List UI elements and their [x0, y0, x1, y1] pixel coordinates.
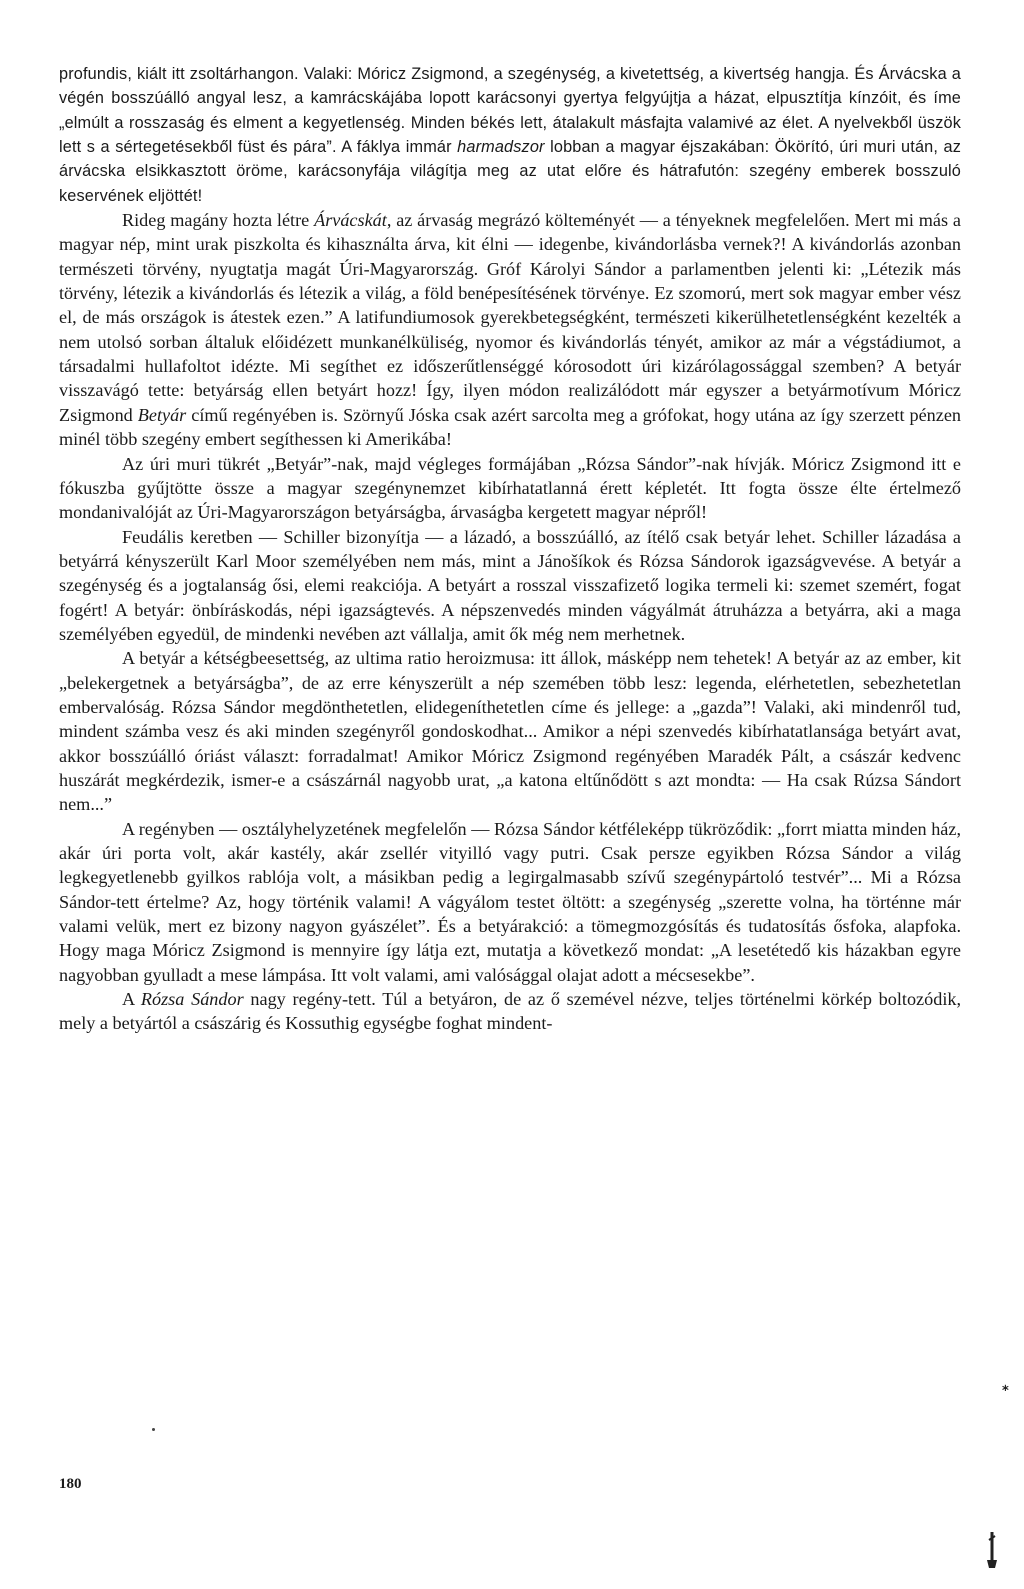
emphasis-text: Rózsa Sándor [140, 989, 244, 1010]
paragraph: A regényben — osztályhelyzetének megfelelőn — Rózsa Sándor kétféleképp tükröződik: „forrt miatta minden ház, akár úri porta volt, akár kastély, akár zsellér vityilló vagy putri. Csak persze egyikben Rózsa Sándor a világ legkegyetlenebb gyilkos rablója volt, a másikban pedig a legirgalmasabb szívű szegénypártoló testvér”... Mi a Rózsa Sándor-tett értelme? Az, hogy történik valami! A vágyálom testet öltött: a szegénység „szerette volna, ha történne már valami velük, mert ez bizony nagyon gyászélet”. És a betyárakció: a tömegmozgósítás és tudatosítás ősfoka, alapfoka. Hogy maga Móricz Zsigmond is mennyire így látja ezt, mutatja a következő mondat: „A lesetétedő kis házakban egyre nagyobban gyulladt a mese lámpása. Itt volt valami, ami valósággal olajat adott a mécsesekbe”. [59, 818, 961, 985]
corner-stamp-icon [984, 1530, 1000, 1572]
paragraph-text: nagy regény-tett. Túl a betyáron, de az ő szemével nézve, teljes történelmi körkép boltozódik, mely a betyártól a császárig és Kossuthig egységbe foghat mindent- [59, 989, 962, 1034]
emphasis-text: Árvácskát [314, 210, 387, 231]
paragraph-text: A fáklya immár [336, 138, 458, 157]
paragraph: Az úri muri tükrét „Betyár”-nak, majd végleges formájában „Rózsa Sándor”-nak hívják. Móricz Zsigmond itt e fókuszba gyűjtötte össze a magyar szegénynemzet kibírhatatlanná érett képletét. Itt fogta össze élte értelmező mondanivalóját az Úri-Magyarországon betyárságba, árvaságba kergetett magyar népről! [59, 453, 961, 523]
paragraph [59, 987, 961, 1036]
margin-mark-icon: ⁎ [1002, 1380, 1009, 1395]
paragraph-text: lobban a magyar éjszakában: Ökörító, úri muri után, az árvácska elsikkasztott öröme, karácsonyfája világítja meg az utat előre és hátrafutón: szegény emberek bosszuló keservének eljöttét! [59, 138, 961, 205]
paragraph-text: Rideg magány hozta létre [122, 210, 315, 231]
page-body [59, 62, 961, 1036]
paragraph: A betyár a kétségbeesettség, az ultima ratio heroizmusa: itt állok, másképp nem tehetek! A betyár az az ember, kit „belekergetnek a betyárságba”, de az erre kényszerült a nép szemében több lesz: legenda, elérhetetlen, sebezhetetlan embervalóság. Rózsa Sándor megdönthetetlen, elidegeníthetetlen címe és jellege: a „gazda”! Valaki, aki mindenről tud, mindent számba vesz és aki minden szegényről gondoskodhat... Amikor a népi szenvedés kibírhatatlansága betyárt avat, akkor bosszúálló óriást választ: forradalmat! Amikor Móricz Zsigmond regényében Maradék Pált, a császár kedvenc huszárát megkérdezik, ismer-e a császárnál nagyobb urat, „a katona eltűnődött s azt mondta: — Ha csak Rúzsa Sándort nem...” [59, 648, 961, 815]
paragraph [59, 62, 961, 208]
paragraph [59, 208, 961, 451]
emphasis-text: Betyár [137, 404, 187, 425]
paragraph: Feudális keretben — Schiller bizonyítja — a lázadó, a bosszúálló, az ítélő csak betyár lehet. Schiller lázadása a betyárrá kényszerült Karl Moor személyében nem más, mint a Jánošíkok és Rózsa Sándorok igazságvevése. A betyár a szegénység és a jogtalanság ősi, elemi reakciója. A betyárt a rosszal visszafizető logika termeli ki: szemet szemért, fogat fogért! A betyár: önbíráskodás, népi igazságtevés. A népszenvedés minden vágyálmát átruházza a betyárra, aki a maga személyében egyedül, de mindenki nevében azt vállalja, amit ők még nem merhetnek. [59, 526, 961, 644]
paragraph-text: , az árvaság megrázó költeményét — a tényeknek megfelelően. Mert mi más a magyar nép, mint urak piszkolta és kihasználta árva, kit élni — idegenbe, kivándorlásba vernek?! A kivándorlás azonban természeti törvény, nyugtatja magát Úri-Magyarország. Gróf Károlyi Sándor a parlamentben jelenti ki: „Létezik más törvény, létezik a kivándorlás és létezik a világ, a föld benépesítésének törvénye. Ez szomorú, mert sok magyar ember vész el, de más országok is átestek ezen.” A latifundiumosok gyerekbetegségként, természeti kikerülhetetlenségként kezelték a nem utolsó sorban általuk előidézett munkanélküliség, nyomor és kivándorlás tényét, amikor az már a végstádiumot, a társadalmi hullafoltot idézte. Mi segíthet ez időszerűtlenséggé kórosodott úri kizárólagossággal szemben? A betyár visszavágó tette: betyárság ellen betyárt hozz! Így, ilyen módon realizálódott már egyszer a betyármotívum Móricz Zsigmond [59, 210, 961, 425]
print-speck [152, 1428, 155, 1431]
emphasis-text: harmadszor [457, 138, 545, 157]
paragraph-text: profundis, kiált itt zsoltárhangon. Valaki: Móricz Zsigmond, a szegénység, a kivetettség, a kivertség hangja. És Árvácska a végén bosszúálló angyal lesz, a kamrácskájába lopott karácsonyi gyertya felgyújtja a házat, elpusztítja kínzóit, és íme „elmúlt a rosszaság és elment a kegyetlenség. Minden békés lett, átalakult másfajta valamivé az élet. A nyelvekből üszök lett s a sértegetésekből füst és pára”. [59, 65, 961, 157]
paragraph-text: A [122, 989, 141, 1010]
page-number: 180 [59, 1476, 82, 1492]
paragraph-text: című regényében is. Szörnyű Jóska csak azért sarcolta meg a grófokat, hogy utána az így szerzett pénzen minél több szegény embert segíthessen ki Amerikába! [59, 404, 962, 450]
